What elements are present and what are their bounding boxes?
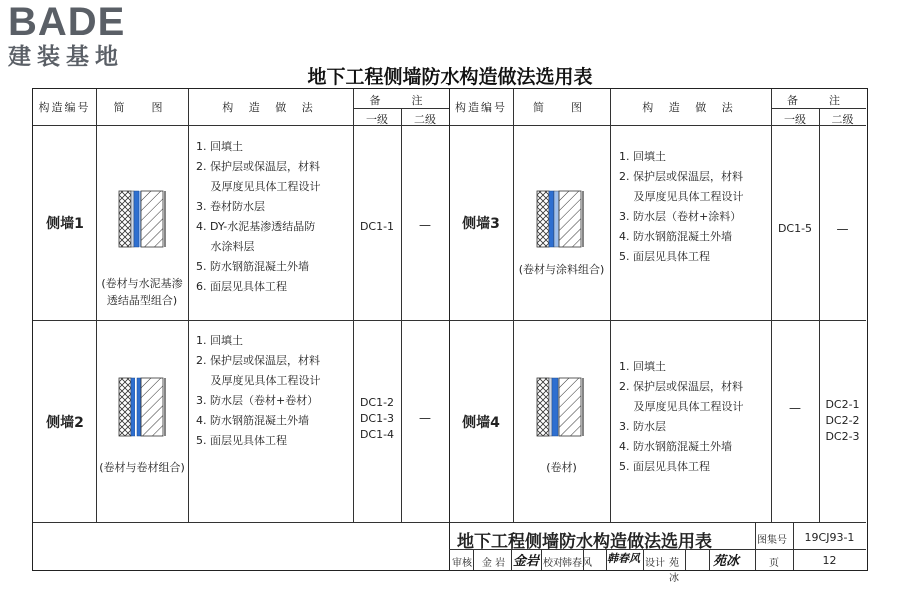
method-step: 1. 回填土 xyxy=(196,140,243,153)
method-step: 5. 面层见具体工程 xyxy=(619,460,710,473)
brand-subtitle: 建装基地 xyxy=(8,44,124,70)
method-step: 水涂料层 xyxy=(196,240,255,253)
wall-caption-line: (卷材与水泥基渗 xyxy=(101,277,183,290)
method-step: 4. 防水钢筋混凝土外墙 xyxy=(619,440,732,453)
method-steps-1 xyxy=(196,137,321,297)
level2-dash-3: — xyxy=(836,222,849,236)
wall-caption-line: (卷材) xyxy=(546,461,577,474)
check-label: 校对 xyxy=(543,558,563,569)
design-signature: 苑冰 xyxy=(713,554,740,569)
header-level1-left: 一级 xyxy=(366,113,388,126)
method-step: 2. 保护层或保温层，材料 xyxy=(619,170,743,183)
check-name: 韩春风 xyxy=(562,558,592,569)
wall-caption-line: (卷材与涂料组合) xyxy=(518,263,605,276)
review-signature: 金岩 xyxy=(513,554,540,569)
atlas-number: 19CJ93-1 xyxy=(804,531,855,544)
method-step: 1. 回填土 xyxy=(619,360,666,373)
method-step: 4. 防水钢筋混凝土外墙 xyxy=(196,414,309,427)
level1-code: DC1-2 xyxy=(359,396,395,409)
check-signature: 韩春风 xyxy=(607,552,640,565)
method-steps-2 xyxy=(196,331,321,451)
header-method-left: 构 造 做 法 xyxy=(222,101,319,114)
level1-dash-4: — xyxy=(789,401,801,415)
level1-code: DC1-3 xyxy=(359,412,395,425)
wall-caption-line: 透结晶型组合) xyxy=(106,294,178,307)
level2-code: DC2-2 xyxy=(825,414,860,427)
wall-sketch-2 xyxy=(113,376,173,438)
method-step: 5. 面层见具体工程 xyxy=(619,250,710,263)
header-sketch-right: 简 图 xyxy=(533,101,590,114)
method-step: 5. 面层见具体工程 xyxy=(196,434,287,447)
header-level2-right: 二级 xyxy=(831,113,854,126)
method-step: 2. 保护层或保温层，材料 xyxy=(196,354,320,367)
header-level1-right: 一级 xyxy=(784,113,806,126)
method-step: 4. 防水钢筋混凝土外墙 xyxy=(619,230,732,243)
level2-code: DC2-3 xyxy=(825,430,860,443)
wall-sketch-4 xyxy=(531,376,591,438)
header-method-right: 构 造 做 法 xyxy=(642,101,739,114)
wall-caption-2 xyxy=(96,459,188,476)
brand-logo: BADE xyxy=(8,0,126,44)
wall-name-1: 侧墙1 xyxy=(46,216,84,232)
wall-caption-3 xyxy=(513,261,610,278)
method-step: 3. 防水层 xyxy=(619,420,666,433)
method-step: 4. DY-水泥基渗透结晶防 xyxy=(196,220,316,233)
title-block-title: 地下工程侧墙防水构造做法选用表 xyxy=(457,532,712,552)
wall-name-4: 侧墙4 xyxy=(462,415,500,431)
level2-dash-1: — xyxy=(419,218,431,232)
wall-name-3: 侧墙3 xyxy=(462,216,500,232)
level1-code: DC1-4 xyxy=(359,428,395,441)
page-label: 页 xyxy=(769,558,779,569)
method-step: 及厚度见具体工程设计 xyxy=(196,180,321,193)
header-level2-left: 二级 xyxy=(414,113,436,126)
header-code-right: 构造编号 xyxy=(455,101,507,114)
wall-caption-4 xyxy=(513,459,610,476)
method-step: 1. 回填土 xyxy=(196,334,243,347)
header-code-left: 构造编号 xyxy=(38,101,91,114)
method-step: 3. 防水层（卷材+卷材） xyxy=(196,394,319,407)
wall-name-2: 侧墙2 xyxy=(46,415,84,431)
method-step: 2. 保护层或保温层，材料 xyxy=(196,160,320,173)
level1-codes-2 xyxy=(353,395,401,443)
page-title: 地下工程侧墙防水构造做法选用表 xyxy=(307,66,593,88)
header-remark-left: 备 注 xyxy=(369,94,433,107)
method-step: 及厚度见具体工程设计 xyxy=(619,400,744,413)
wall-sketch-1 xyxy=(113,189,173,249)
method-steps-4 xyxy=(619,357,744,477)
level1-code-3: DC1-5 xyxy=(777,222,813,235)
design-label: 设计 xyxy=(645,558,665,569)
method-step: 3. 防水层（卷材+涂料） xyxy=(619,210,742,223)
wall-sketch-3 xyxy=(531,189,591,249)
page-number: 12 xyxy=(822,554,837,567)
header-remark-right: 备 注 xyxy=(787,94,850,107)
wall-caption-line: (卷材与卷材组合) xyxy=(99,461,185,474)
review-name: 金 岩 xyxy=(481,558,506,569)
method-step: 5. 防水钢筋混凝土外墙 xyxy=(196,260,309,273)
level2-dash-2: — xyxy=(419,411,431,425)
level2-codes-4 xyxy=(819,397,866,445)
drawing-frame xyxy=(32,88,868,584)
wall-caption-1 xyxy=(96,275,188,309)
method-steps-3 xyxy=(619,147,744,267)
design-name: 苑 冰 xyxy=(669,558,679,584)
method-step: 1. 回填土 xyxy=(619,150,666,163)
method-step: 3. 卷材防水层 xyxy=(196,200,265,213)
method-step: 及厚度见具体工程设计 xyxy=(619,190,744,203)
review-label: 审核 xyxy=(452,558,472,569)
method-step: 及厚度见具体工程设计 xyxy=(196,374,321,387)
method-step: 2. 保护层或保温层，材料 xyxy=(619,380,743,393)
method-step: 6. 面层见具体工程 xyxy=(196,280,287,293)
atlas-label: 图集号 xyxy=(757,535,787,546)
level2-code: DC2-1 xyxy=(825,398,860,411)
header-sketch-left: 简 图 xyxy=(113,101,171,114)
level1-code-1: DC1-1 xyxy=(359,220,395,233)
